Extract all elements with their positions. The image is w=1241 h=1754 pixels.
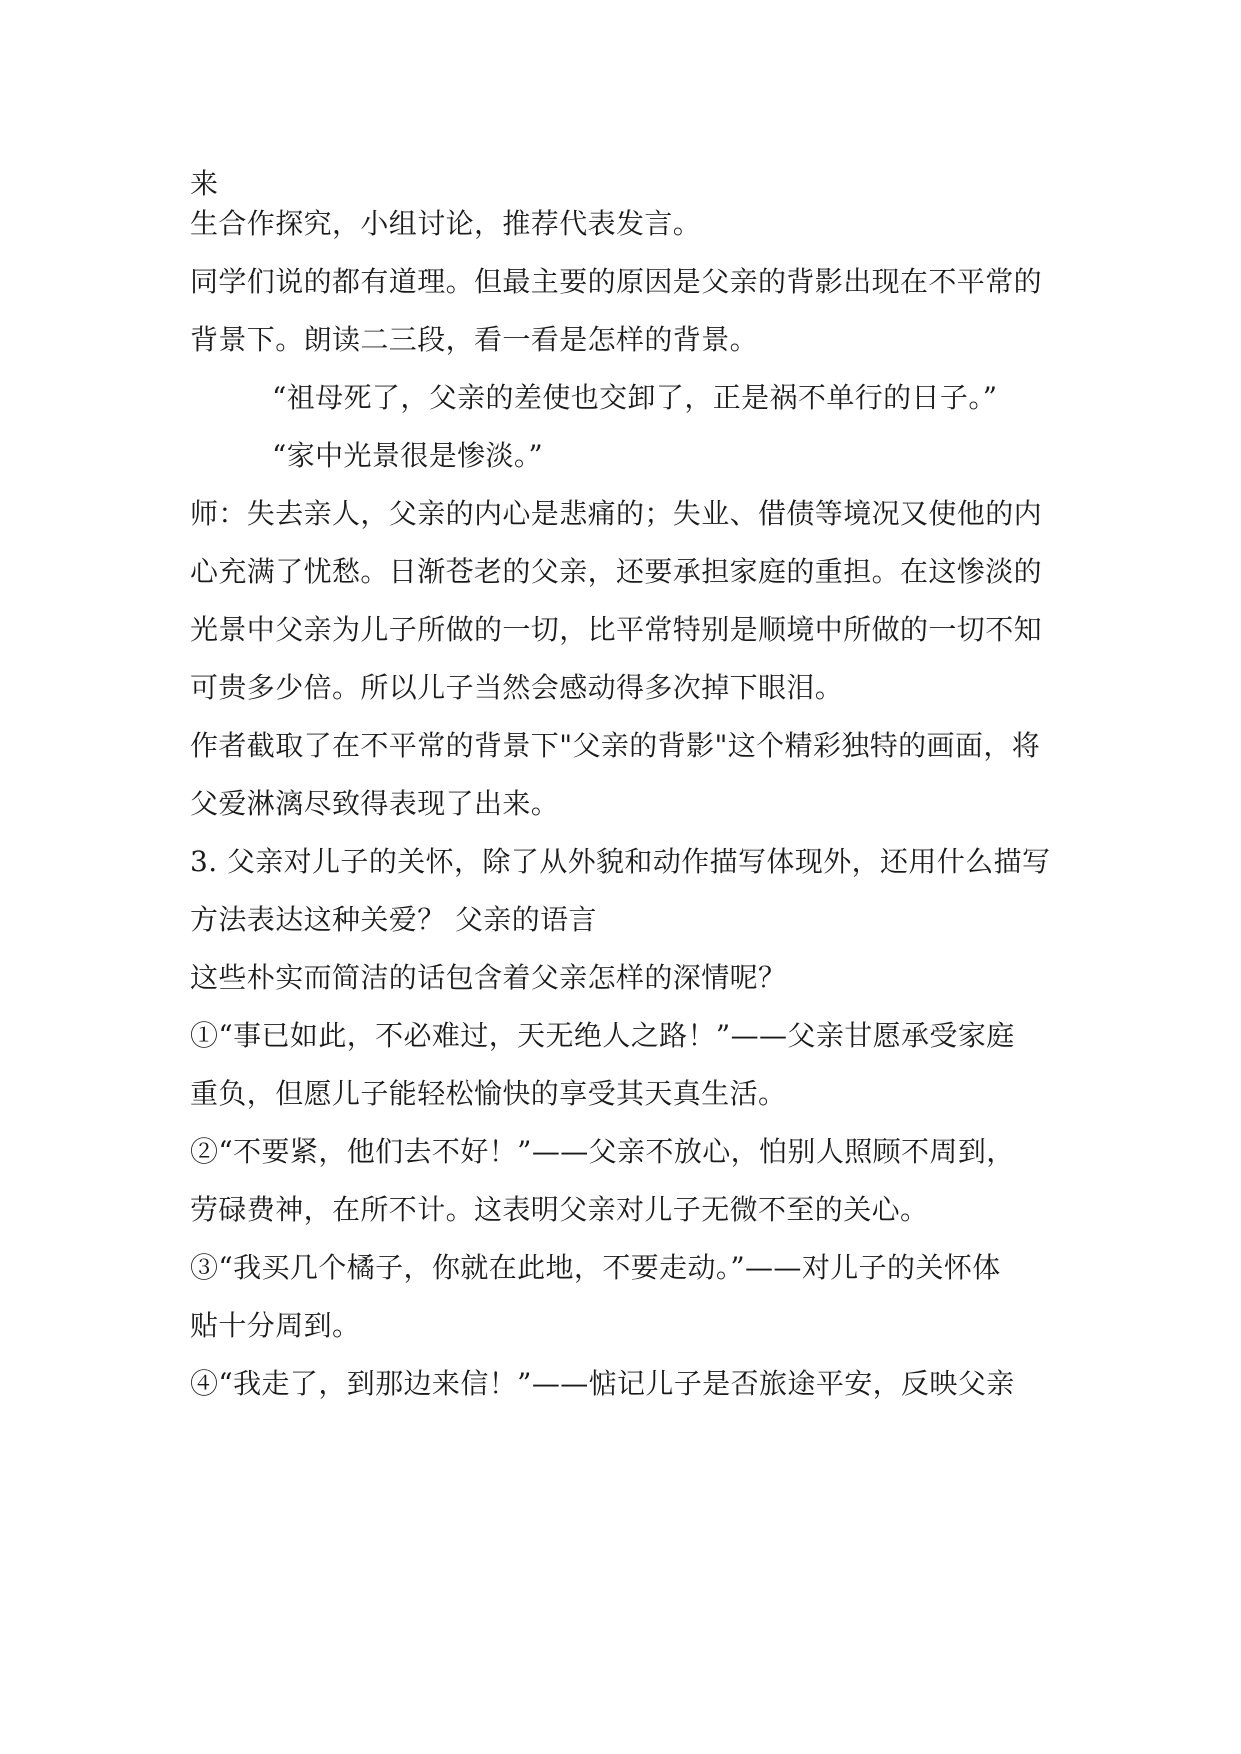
text-line: 可贵多少倍。所以儿子当然会感动得多次掉下眼泪。 xyxy=(190,671,844,704)
text-line: 父爱淋漓尽致得表现了出来。 xyxy=(190,787,560,820)
text-line: 生合作探究，小组讨论，推荐代表发言。 xyxy=(190,207,702,240)
text-line: 心充满了忧愁。日渐苍老的父亲，还要承担家庭的重担。在这惨淡的 xyxy=(190,555,1043,588)
text-line: 方法表达这种关爱？ 父亲的语言 xyxy=(190,903,597,936)
text-line: 师：失去亲人，父亲的内心是悲痛的；失业、借债等境况又使他的内 xyxy=(190,497,1043,530)
text-line: 同学们说的都有道理。但最主要的原因是父亲的背影出现在不平常的 xyxy=(190,265,1043,298)
text-line: 重负，但愿儿子能轻松愉快的享受其天真生活。 xyxy=(190,1077,787,1110)
text-line: 贴十分周到。 xyxy=(190,1309,361,1342)
quote-line: “家中光景很是惨淡。” xyxy=(272,439,544,472)
text-line: 这些朴实而简洁的话包含着父亲怎样的深情呢？ xyxy=(190,961,787,994)
text-line: 作者截取了在不平常的背景下"父亲的背影"这个精彩独特的画面，将 xyxy=(190,729,1041,762)
text-line: ③“我买几个橘子，你就在此地，不要走动。”——对儿子的关怀体 xyxy=(190,1251,1001,1284)
text-line: 光景中父亲为儿子所做的一切，比平常特别是顺境中所做的一切不知 xyxy=(190,613,1043,646)
text-line: 3. 父亲对儿子的关怀，除了从外貌和动作描写体现外，还用什么描写 xyxy=(190,845,1051,878)
text-line: 劳碌费神，在所不计。这表明父亲对儿子无微不至的关心。 xyxy=(190,1193,929,1226)
text-line: ①“事已如此，不必难过，天无绝人之路！”——父亲甘愿承受家庭 xyxy=(190,1019,1015,1052)
text-line: 背景下。朗读二三段，看一看是怎样的背景。 xyxy=(190,323,759,356)
text-line: 来 xyxy=(190,167,219,200)
quote-line: “祖母死了，父亲的差使也交卸了，正是祸不单行的日子。” xyxy=(272,381,998,414)
text-line: ④“我走了，到那边来信！”——惦记儿子是否旅途平安，反映父亲 xyxy=(190,1367,1015,1400)
text-line: ②“不要紧，他们去不好！”——父亲不放心，怕别人照顾不周到， xyxy=(190,1135,1015,1168)
